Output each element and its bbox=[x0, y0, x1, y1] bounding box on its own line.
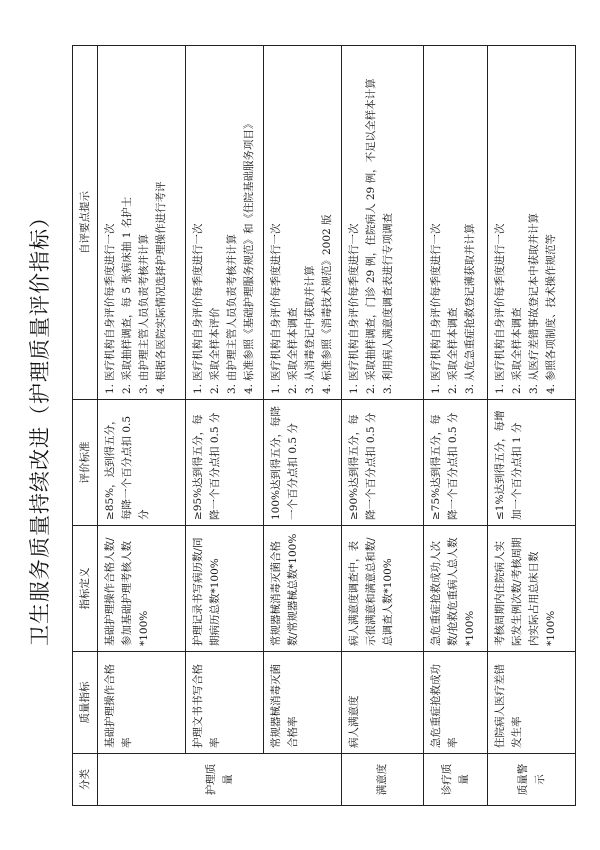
table-row bbox=[488, 46, 576, 806]
list-item: 1.医疗机构自身评价每季度进行一次 bbox=[270, 223, 282, 394]
indicator-cell: 住院病人医疗差错发生率 bbox=[488, 652, 576, 754]
list-item: 1.医疗机构自身评价每季度进行一次 bbox=[192, 223, 204, 394]
points-cell bbox=[186, 46, 264, 400]
standard-cell: 100%达到得五分，每降一个百分点扣 0.5 分 bbox=[264, 400, 342, 526]
points-cell bbox=[488, 46, 576, 400]
list-item: 4.根据各医院实际情况选择护理操作进行考评 bbox=[155, 181, 167, 394]
list-item: 3.从消毒登记中获取并计算 bbox=[304, 265, 316, 394]
list-item: 3.从医疗差错事故登记本中获取并计算 bbox=[528, 213, 540, 394]
category-cell: 护理质量 bbox=[98, 754, 342, 806]
category-cell: 满意度 bbox=[342, 754, 424, 806]
list-item: 1.医疗机构自身评价每季度进行一次 bbox=[494, 223, 506, 394]
header-indicator: 质量指标 bbox=[73, 652, 98, 754]
definition-cell: 基础护理操作合格人数/参加基础护理考核人数*100% bbox=[98, 526, 186, 652]
points-cell bbox=[264, 46, 342, 400]
list-item: 1.医疗机构自身评价每季度进行一次 bbox=[104, 223, 116, 394]
standard-cell: ≥90%达到得五分，每降一个百分点扣 0.5 分 bbox=[342, 400, 424, 526]
table-row bbox=[186, 46, 264, 806]
list-item: 2.采取抽样调查，每 5 张病床抽 1 名护士 bbox=[121, 196, 133, 394]
list-item: 1.医疗机构自身评价每季度进行一次 bbox=[348, 223, 360, 394]
list-item: 3.由护理主管人员负责考核并计算 bbox=[138, 234, 150, 394]
list-item: 2.采取全样本调查 bbox=[287, 307, 299, 394]
evaluation-table bbox=[72, 45, 576, 806]
indicator-cell: 急危重症抢救成功率 bbox=[424, 652, 488, 754]
indicator-cell: 基础护理操作合格率 bbox=[98, 652, 186, 754]
indicator-cell: 常规器械消毒灭菌合格率 bbox=[264, 652, 342, 754]
category-cell: 质量警示 bbox=[488, 754, 576, 806]
header-points: 自评要点提示 bbox=[73, 46, 98, 400]
list-item: 1.医疗机构自身评价每季度进行一次 bbox=[430, 223, 442, 394]
points-cell bbox=[98, 46, 186, 400]
points-cell bbox=[424, 46, 488, 400]
list-item: 4.标准参照《消毒技术规范》2002 版 bbox=[321, 214, 333, 394]
definition-cell: 常规器械消毒灭菌合格数/常规器械总数*100% bbox=[264, 526, 342, 652]
indicator-cell: 护理文书书写合格率 bbox=[186, 652, 264, 754]
standard-cell: ≥85%，达到得五分，每降一个百分点扣 0.5 分 bbox=[98, 400, 186, 526]
standard-cell: ≥75%达到得五分，每降一个百分点扣 0.5 分 bbox=[424, 400, 488, 526]
table-row bbox=[264, 46, 342, 806]
standard-cell: ≤1%达到得五分，每增加一个百分点扣 1 分 bbox=[488, 400, 576, 526]
list-item: 4.参照各项制度、技术操作规范等 bbox=[545, 234, 557, 394]
list-item: 2.采取全样本调查 bbox=[511, 307, 523, 394]
table-header-row bbox=[73, 46, 98, 806]
definition-cell: 病人满意度调查中，表示很满意和满意总和数/总调查人数*100% bbox=[342, 526, 424, 652]
table-row bbox=[424, 46, 488, 806]
header-standard: 评价标准 bbox=[73, 400, 98, 526]
table-row bbox=[98, 46, 186, 806]
list-item: 2.采取全样本调查 bbox=[447, 307, 459, 394]
header-definition: 指标定义 bbox=[73, 526, 98, 652]
indicator-cell: 病人满意度 bbox=[342, 652, 424, 754]
definition-cell: 考核周期内住院病人实际发生例次数/考核周期内实际占用总床日数*100% bbox=[488, 526, 576, 652]
list-item: 4.标准参照《基础护理服务规范》和《住院基础服务项目》 bbox=[243, 118, 255, 394]
list-item: 3.利用病人满意度调查表进行专项调查 bbox=[382, 213, 394, 394]
document-title: 卫生服务质量持续改进（护理质量评价指标） bbox=[28, 206, 52, 646]
category-cell: 诊疗质量 bbox=[424, 754, 488, 806]
list-item: 2.采取抽样调查，门诊 29 例，住院病人 29 例，不足以全样本计算 bbox=[365, 78, 377, 394]
standard-cell: ≥95%达到得五分，每降一个百分点扣 0.5 分 bbox=[186, 400, 264, 526]
table-row bbox=[342, 46, 424, 806]
points-cell bbox=[342, 46, 424, 400]
rotated-document bbox=[20, 46, 580, 806]
list-item: 3.从危急重症抢救登记薄获取并计算 bbox=[464, 223, 476, 394]
definition-cell: 护理记录书写病历数/同期病历总数*100% bbox=[186, 526, 264, 652]
header-category: 分类 bbox=[73, 754, 98, 806]
definition-cell: 急危重症抢救成功人次数/抢救危重病人总人数*100% bbox=[424, 526, 488, 652]
list-item: 2.采取全样本评价 bbox=[209, 307, 221, 394]
list-item: 3.由护理主管人员负责考核并计算 bbox=[226, 234, 238, 394]
